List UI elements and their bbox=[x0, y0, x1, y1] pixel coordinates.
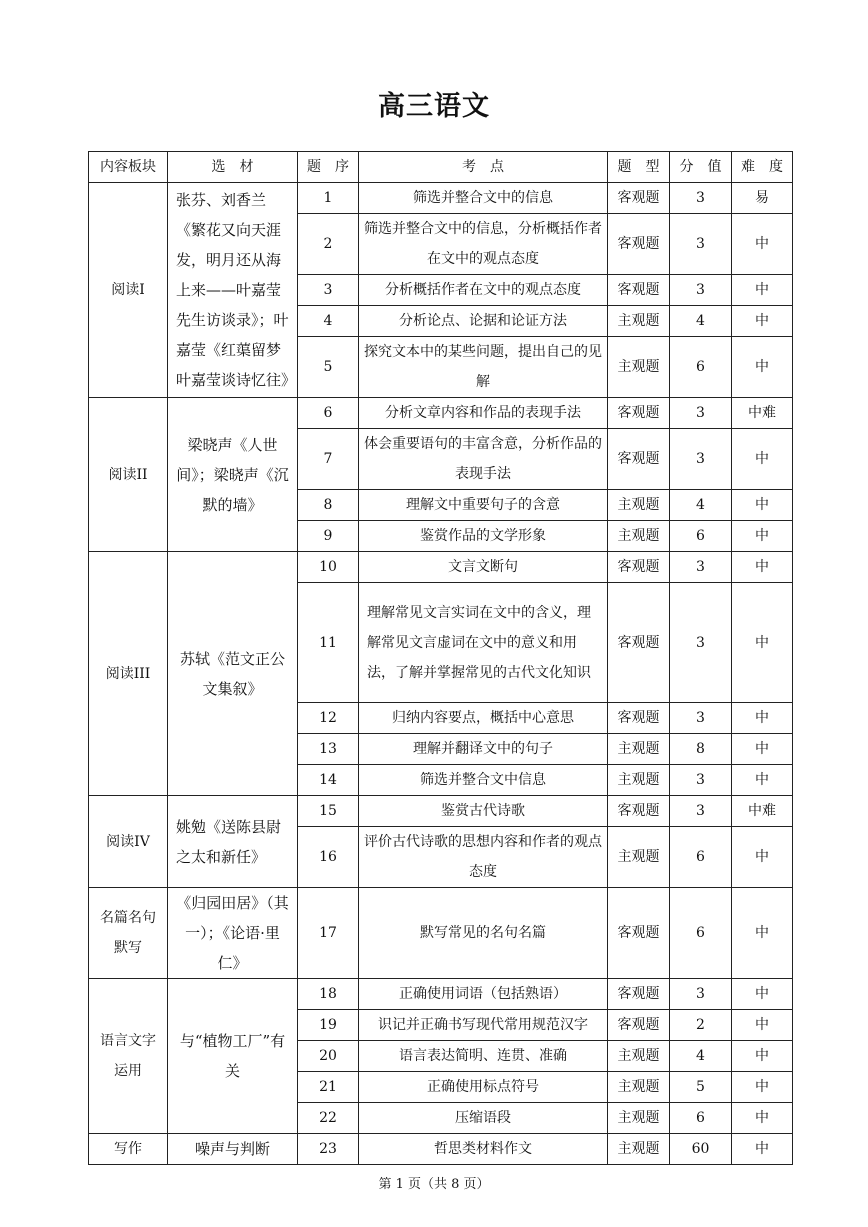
question-number: 23 bbox=[298, 1134, 359, 1165]
exam-point: 探究文本中的某些问题，提出自己的见解 bbox=[359, 337, 608, 398]
difficulty: 中难 bbox=[732, 796, 793, 827]
score: 6 bbox=[670, 888, 732, 979]
exam-point: 鉴赏古代诗歌 bbox=[359, 796, 608, 827]
exam-point: 理解并翻译文中的句子 bbox=[359, 734, 608, 765]
question-number: 19 bbox=[298, 1010, 359, 1041]
score: 4 bbox=[670, 490, 732, 521]
difficulty: 中 bbox=[732, 827, 793, 888]
question-type: 主观题 bbox=[608, 1103, 670, 1134]
header-difficulty: 难 度 bbox=[732, 152, 793, 183]
question-number: 4 bbox=[298, 306, 359, 337]
header-number: 题 序 bbox=[298, 152, 359, 183]
exam-point: 筛选并整合文中的信息 bbox=[359, 183, 608, 214]
score: 3 bbox=[670, 765, 732, 796]
exam-point: 分析概括作者在文中的观点态度 bbox=[359, 275, 608, 306]
difficulty: 中 bbox=[732, 734, 793, 765]
difficulty: 中 bbox=[732, 429, 793, 490]
question-type: 客观题 bbox=[608, 552, 670, 583]
score: 6 bbox=[670, 337, 732, 398]
question-type: 客观题 bbox=[608, 583, 670, 703]
question-type: 主观题 bbox=[608, 1134, 670, 1165]
section-name: 阅读I bbox=[89, 183, 168, 398]
score: 2 bbox=[670, 1010, 732, 1041]
table-row bbox=[89, 1134, 793, 1165]
score: 3 bbox=[670, 583, 732, 703]
exam-point: 文言文断句 bbox=[359, 552, 608, 583]
difficulty: 中 bbox=[732, 490, 793, 521]
question-number: 3 bbox=[298, 275, 359, 306]
difficulty: 中 bbox=[732, 583, 793, 703]
question-number: 10 bbox=[298, 552, 359, 583]
difficulty: 中 bbox=[732, 1072, 793, 1103]
difficulty: 中 bbox=[732, 337, 793, 398]
difficulty: 中 bbox=[732, 888, 793, 979]
question-type: 客观题 bbox=[608, 398, 670, 429]
score: 8 bbox=[670, 734, 732, 765]
exam-point: 理解常见文言实词在文中的含义，理解常见文言虚词在文中的意义和用法，了解并掌握常见的古代文化知识 bbox=[359, 583, 608, 703]
page-footer: 第 1 页（共 8 页） bbox=[378, 1177, 490, 1192]
question-type: 主观题 bbox=[608, 734, 670, 765]
difficulty: 中 bbox=[732, 1010, 793, 1041]
question-type: 客观题 bbox=[608, 1010, 670, 1041]
score: 3 bbox=[670, 429, 732, 490]
question-type: 客观题 bbox=[608, 703, 670, 734]
table-row bbox=[89, 888, 793, 979]
table-row bbox=[89, 796, 793, 827]
score: 3 bbox=[670, 703, 732, 734]
question-number: 13 bbox=[298, 734, 359, 765]
question-type: 客观题 bbox=[608, 275, 670, 306]
exam-point: 筛选并整合文中信息 bbox=[359, 765, 608, 796]
question-number: 1 bbox=[298, 183, 359, 214]
question-type: 主观题 bbox=[608, 306, 670, 337]
score: 60 bbox=[670, 1134, 732, 1165]
exam-point: 鉴赏作品的文学形象 bbox=[359, 521, 608, 552]
exam-point: 压缩语段 bbox=[359, 1103, 608, 1134]
score: 3 bbox=[670, 552, 732, 583]
score: 3 bbox=[670, 398, 732, 429]
header-type: 题 型 bbox=[608, 152, 670, 183]
question-type: 主观题 bbox=[608, 337, 670, 398]
difficulty: 中 bbox=[732, 979, 793, 1010]
question-number: 7 bbox=[298, 429, 359, 490]
table-row bbox=[89, 552, 793, 583]
question-number: 11 bbox=[298, 583, 359, 703]
section-name: 阅读IV bbox=[89, 796, 168, 888]
question-number: 14 bbox=[298, 765, 359, 796]
difficulty: 中 bbox=[732, 521, 793, 552]
question-type: 客观题 bbox=[608, 796, 670, 827]
question-number: 12 bbox=[298, 703, 359, 734]
page-title: 高三语文 bbox=[378, 91, 490, 122]
score: 4 bbox=[670, 306, 732, 337]
score: 3 bbox=[670, 214, 732, 275]
header-material: 选 材 bbox=[168, 152, 298, 183]
difficulty: 中 bbox=[732, 1041, 793, 1072]
question-type: 主观题 bbox=[608, 827, 670, 888]
difficulty: 中难 bbox=[732, 398, 793, 429]
section-material: 张芬、刘香兰《繁花又向天涯发，明月还从海上来——叶嘉莹先生访谈录》；叶嘉莹《红蕖留梦 叶嘉莹谈诗忆往》 bbox=[168, 183, 298, 398]
exam-point: 分析论点、论据和论证方法 bbox=[359, 306, 608, 337]
exam-point: 哲思类材料作文 bbox=[359, 1134, 608, 1165]
section-name: 阅读II bbox=[89, 398, 168, 552]
section-material: 《归园田居》（其一）；《论语·里仁》 bbox=[168, 888, 298, 979]
question-number: 6 bbox=[298, 398, 359, 429]
score: 3 bbox=[670, 275, 732, 306]
question-number: 21 bbox=[298, 1072, 359, 1103]
exam-point: 理解文中重要句子的含意 bbox=[359, 490, 608, 521]
exam-point: 正确使用标点符号 bbox=[359, 1072, 608, 1103]
question-number: 8 bbox=[298, 490, 359, 521]
section-material: 噪声与判断 bbox=[168, 1134, 298, 1165]
section-name: 阅读III bbox=[89, 552, 168, 796]
table-body bbox=[89, 183, 793, 1165]
score: 6 bbox=[670, 1103, 732, 1134]
exam-point: 语言表达简明、连贯、准确 bbox=[359, 1041, 608, 1072]
difficulty: 中 bbox=[732, 552, 793, 583]
header-section: 内容板块 bbox=[89, 152, 168, 183]
exam-point: 体会重要语句的丰富含意，分析作品的表现手法 bbox=[359, 429, 608, 490]
question-number: 22 bbox=[298, 1103, 359, 1134]
section-material: 姚勉《送陈县尉之太和新任》 bbox=[168, 796, 298, 888]
question-type: 主观题 bbox=[608, 521, 670, 552]
difficulty: 易 bbox=[732, 183, 793, 214]
difficulty: 中 bbox=[732, 275, 793, 306]
question-type: 主观题 bbox=[608, 765, 670, 796]
exam-point: 分析文章内容和作品的表现手法 bbox=[359, 398, 608, 429]
question-number: 20 bbox=[298, 1041, 359, 1072]
score: 3 bbox=[670, 183, 732, 214]
score: 4 bbox=[670, 1041, 732, 1072]
exam-point: 默写常见的名句名篇 bbox=[359, 888, 608, 979]
score: 6 bbox=[670, 827, 732, 888]
table-row bbox=[89, 979, 793, 1010]
difficulty: 中 bbox=[732, 765, 793, 796]
exam-point: 归纳内容要点，概括中心意思 bbox=[359, 703, 608, 734]
score: 3 bbox=[670, 796, 732, 827]
exam-point: 筛选并整合文中的信息，分析概括作者在文中的观点态度 bbox=[359, 214, 608, 275]
question-type: 客观题 bbox=[608, 888, 670, 979]
exam-point: 评价古代诗歌的思想内容和作者的观点态度 bbox=[359, 827, 608, 888]
exam-point: 识记并正确书写现代常用规范汉字 bbox=[359, 1010, 608, 1041]
question-number: 9 bbox=[298, 521, 359, 552]
question-type: 客观题 bbox=[608, 979, 670, 1010]
question-number: 16 bbox=[298, 827, 359, 888]
question-number: 18 bbox=[298, 979, 359, 1010]
question-number: 15 bbox=[298, 796, 359, 827]
section-material: 与“植物工厂”有关 bbox=[168, 979, 298, 1134]
header-score: 分 值 bbox=[670, 152, 732, 183]
difficulty: 中 bbox=[732, 306, 793, 337]
question-type: 主观题 bbox=[608, 1072, 670, 1103]
question-number: 2 bbox=[298, 214, 359, 275]
question-type: 主观题 bbox=[608, 1041, 670, 1072]
table-row bbox=[89, 398, 793, 429]
score: 5 bbox=[670, 1072, 732, 1103]
question-number: 5 bbox=[298, 337, 359, 398]
difficulty: 中 bbox=[732, 703, 793, 734]
score: 6 bbox=[670, 521, 732, 552]
difficulty: 中 bbox=[732, 1134, 793, 1165]
section-material: 梁晓声《人世间》；梁晓声《沉默的墙》 bbox=[168, 398, 298, 552]
section-name: 名篇名句默写 bbox=[89, 888, 168, 979]
section-name: 写作 bbox=[89, 1134, 168, 1165]
question-type: 客观题 bbox=[608, 183, 670, 214]
score: 3 bbox=[670, 979, 732, 1010]
table-header-row bbox=[89, 152, 793, 183]
question-type: 客观题 bbox=[608, 214, 670, 275]
header-point: 考 点 bbox=[359, 152, 608, 183]
table-row bbox=[89, 183, 793, 214]
exam-spec-table bbox=[88, 151, 793, 1165]
question-type: 客观题 bbox=[608, 429, 670, 490]
section-material: 苏轼《范文正公文集叙》 bbox=[168, 552, 298, 796]
question-type: 主观题 bbox=[608, 490, 670, 521]
difficulty: 中 bbox=[732, 214, 793, 275]
section-name: 语言文字运用 bbox=[89, 979, 168, 1134]
question-number: 17 bbox=[298, 888, 359, 979]
difficulty: 中 bbox=[732, 1103, 793, 1134]
exam-point: 正确使用词语（包括熟语） bbox=[359, 979, 608, 1010]
